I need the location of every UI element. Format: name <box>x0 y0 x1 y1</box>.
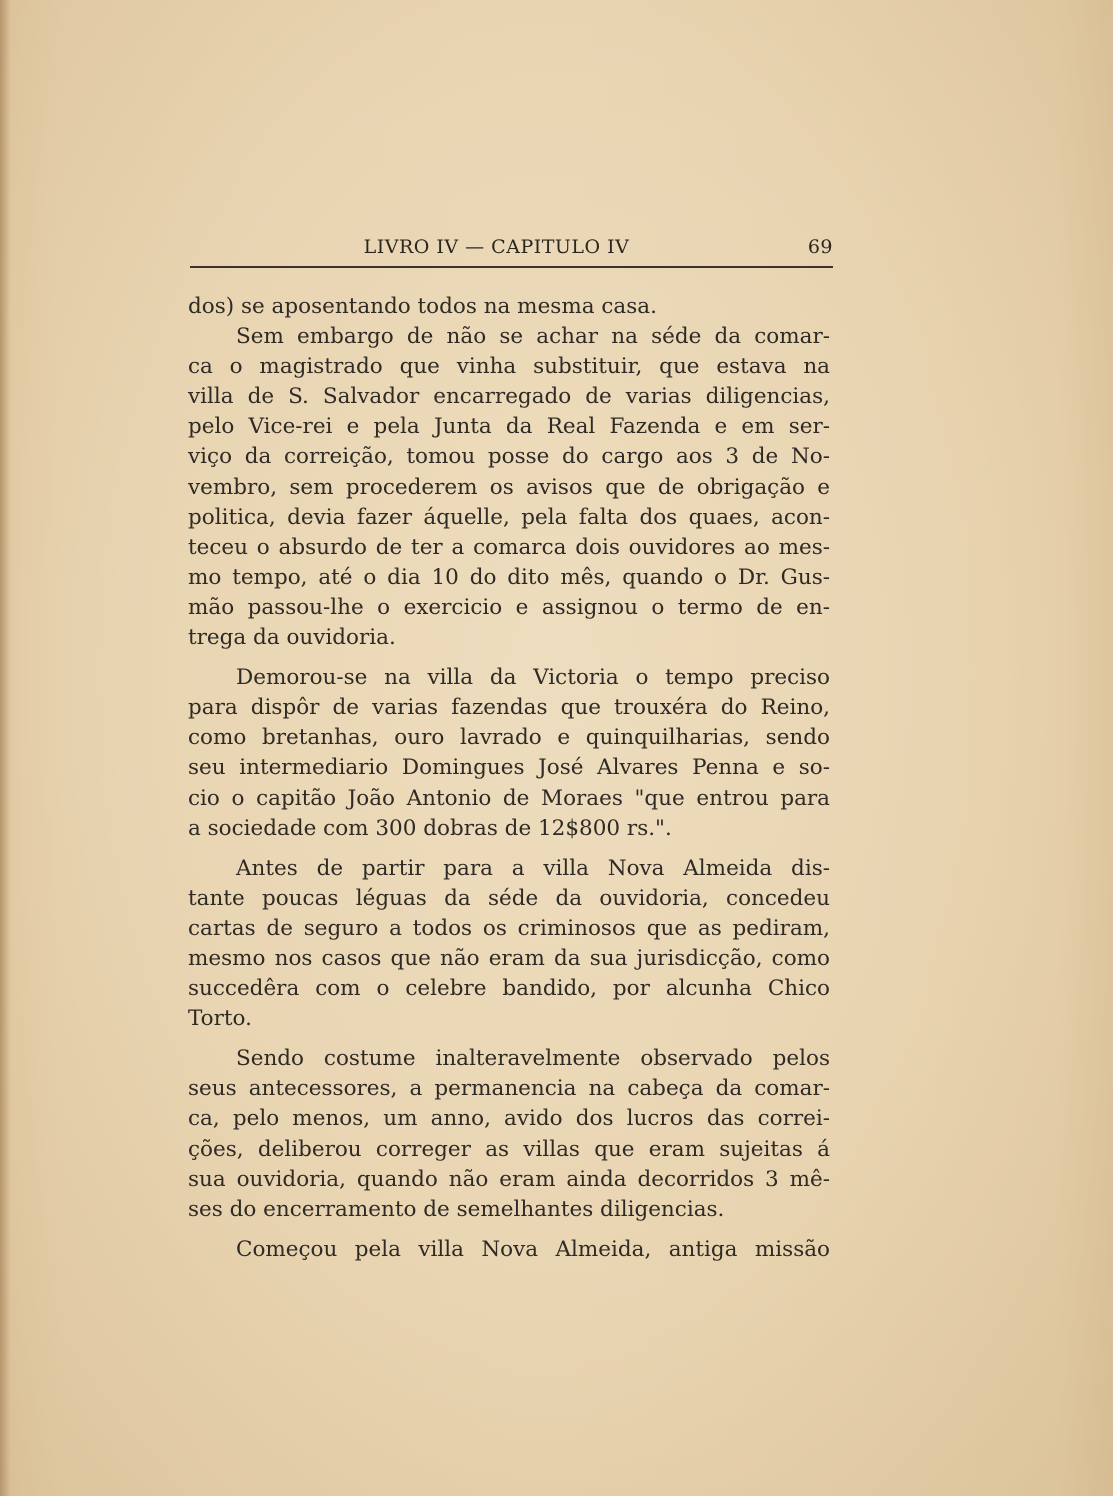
text-line: a sociedade com 300 dobras de 12$800 rs.". <box>188 815 672 841</box>
text-line: mo tempo, até o dia 10 do dito mês, quando o Dr. Gus- <box>188 564 830 590</box>
chapter-title: LIVRO IV — CAPITULO IV <box>363 236 630 258</box>
text-line: viço da correição, tomou posse do cargo aos 3 de No- <box>188 444 830 470</box>
text-line: Começou pela villa Nova Almeida, antiga missão <box>236 1236 830 1262</box>
text-line: Sendo costume inalteravelmente observado pelos <box>236 1046 830 1072</box>
text-line: trega da ouvidoria. <box>188 625 396 651</box>
text-line: cio o capitão João Antonio de Moraes "que entrou para <box>188 785 830 811</box>
text-line: ses do encerramento de semelhantes diligencias. <box>188 1196 725 1222</box>
text-line: Torto. <box>188 1006 252 1032</box>
page-number: 69 <box>807 236 833 258</box>
text-line: ca, pelo menos, um anno, avido dos lucros das correi- <box>188 1106 830 1132</box>
text-line: mesmo nos casos que não eram da sua jurisdicção, como <box>188 945 830 971</box>
text-line: seus antecessores, a permanencia na cabeça da comar- <box>188 1076 830 1102</box>
text-line: Demorou-se na villa da Victoria o tempo preciso <box>236 665 830 691</box>
text-line: para dispôr de varias fazendas que trouxéra do Reino, <box>188 695 830 721</box>
text-line: Sem embargo de não se achar na séde da comar- <box>236 324 830 350</box>
text-line: seu intermediario Domingues José Alvares Penna e so- <box>188 755 830 781</box>
text-line: villa de S. Salvador encarregado de varias diligencias, <box>188 384 830 410</box>
text-line: teceu o absurdo de ter a comarca dois ouvidores ao mes- <box>188 534 830 560</box>
text-line: cartas de seguro a todos os criminosos que as pediram, <box>188 915 830 941</box>
text-line: ca o magistrado que vinha substituir, que estava na <box>188 354 830 380</box>
text-line: Antes de partir para a villa Nova Almeida dis- <box>236 855 830 881</box>
text-line: mão passou-lhe o exercicio e assignou o termo de en- <box>188 594 830 620</box>
text-line: pelo Vice-rei e pela Junta da Real Fazenda e em ser- <box>188 414 830 440</box>
text-line: tante poucas léguas da séde da ouvidoria, concedeu <box>188 885 830 911</box>
text-line: politica, devia fazer áquelle, pela falta dos quaes, acon- <box>188 504 830 530</box>
running-header <box>190 232 833 268</box>
page-binding-edge <box>0 0 10 1496</box>
text-line: vembro, sem procederem os avisos que de obrigação e <box>188 474 830 500</box>
body-text <box>188 292 830 1265</box>
text-line: dos) se aposentando todos na mesma casa. <box>188 294 657 319</box>
text-line: ções, deliberou correger as villas que eram sujeitas á <box>188 1136 830 1162</box>
text-line: succedêra com o celebre bandido, por alcunha Chico <box>188 976 830 1002</box>
text-line: como bretanhas, ouro lavrado e quinquilharias, sendo <box>188 725 830 751</box>
text-line: sua ouvidoria, quando não eram ainda decorridos 3 mê- <box>188 1166 830 1192</box>
